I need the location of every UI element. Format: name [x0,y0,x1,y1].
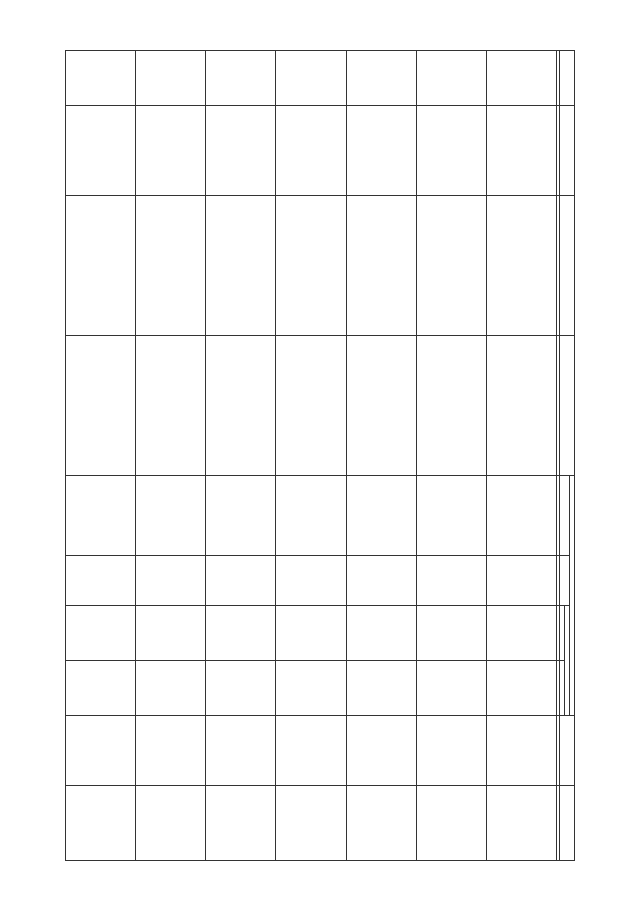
column-number [557,661,560,716]
header-col-5 [560,476,570,556]
value-after-cell [66,661,136,716]
commissioning-year-cell [486,786,556,861]
main-indicator-cell [66,476,136,556]
header-col-8 [560,661,565,716]
column-number [557,106,560,196]
column-number [557,336,560,476]
value-after-cell [206,661,276,716]
justification-cell [346,196,416,336]
value-after-cell [136,661,206,716]
row-number-cell [206,51,276,106]
unit-cell [136,556,206,606]
row-number-cell [276,51,346,106]
implementation-year-cell [136,716,206,786]
implementation-year-cell [346,716,416,786]
table-row [346,51,416,861]
justification-cell [136,196,206,336]
value-before-cell [346,606,416,661]
implementation-year-cell [486,716,556,786]
row-number-cell [416,51,486,106]
object-description-cell [206,336,276,476]
main-indicator-cell [276,476,346,556]
column-number [557,716,560,786]
unit-cell [486,556,556,606]
column-number [557,556,560,606]
header-col-10 [560,786,575,861]
object-description-cell [486,336,556,476]
table-row [486,51,556,861]
column-number [557,606,560,661]
table-row [206,51,276,861]
implementation-year-cell [66,716,136,786]
measure-name-cell [136,106,206,196]
measure-name-cell [276,106,346,196]
header-col-7 [560,606,565,661]
value-after-cell [276,661,346,716]
table-body [66,51,557,861]
implementation-year-cell [206,716,276,786]
unit-cell [276,556,346,606]
measure-name-cell [346,106,416,196]
commissioning-year-cell [416,786,486,861]
header-col-4 [560,336,575,476]
header-row-1 [570,51,575,861]
unit-cell [206,556,276,606]
value-before-cell [66,606,136,661]
value-before-cell [136,606,206,661]
commissioning-year-cell [346,786,416,861]
measure-name-cell [66,106,136,196]
object-description-cell [416,336,486,476]
justification-cell [416,196,486,336]
row-number-cell [136,51,206,106]
object-description-cell [276,336,346,476]
main-indicator-cell [136,476,206,556]
header-col-1 [560,51,575,106]
measure-name-cell [206,106,276,196]
table-row [276,51,346,861]
rotated-table-wrapper [65,50,575,860]
measure-name-cell [486,106,556,196]
value-before-cell [276,606,346,661]
main-indicator-cell [206,476,276,556]
header-col-9 [560,716,575,786]
column-number [557,476,560,556]
measures-table [65,50,575,861]
object-description-cell [136,336,206,476]
commissioning-year-cell [276,786,346,861]
justification-cell [66,196,136,336]
value-after-cell [346,661,416,716]
header-col-3 [560,196,575,336]
column-number-row [557,51,560,861]
row-number-cell [486,51,556,106]
unit-cell [346,556,416,606]
table-row [136,51,206,861]
table-row [66,51,136,861]
main-indicator-cell [346,476,416,556]
object-description-cell [346,336,416,476]
commissioning-year-cell [206,786,276,861]
header-col-2 [560,106,575,196]
column-number [557,51,560,106]
table-row [416,51,486,861]
value-after-cell [416,661,486,716]
implementation-year-cell [276,716,346,786]
implementation-year-cell [416,716,486,786]
justification-cell [206,196,276,336]
measure-name-cell [416,106,486,196]
value-before-cell [206,606,276,661]
value-after-cell [486,661,556,716]
row-number-cell [66,51,136,106]
main-indicator-cell [486,476,556,556]
object-description-cell [66,336,136,476]
unit-cell [416,556,486,606]
commissioning-year-cell [66,786,136,861]
value-before-cell [486,606,556,661]
unit-cell [66,556,136,606]
justification-cell [486,196,556,336]
justification-cell [276,196,346,336]
commissioning-year-cell [136,786,206,861]
column-number [557,786,560,861]
column-number [557,196,560,336]
value-before-cell [416,606,486,661]
main-indicator-cell [416,476,486,556]
header-col-6 [560,556,570,606]
header-indicator-values [565,606,570,716]
header-characteristics [570,476,575,716]
row-number-cell [346,51,416,106]
